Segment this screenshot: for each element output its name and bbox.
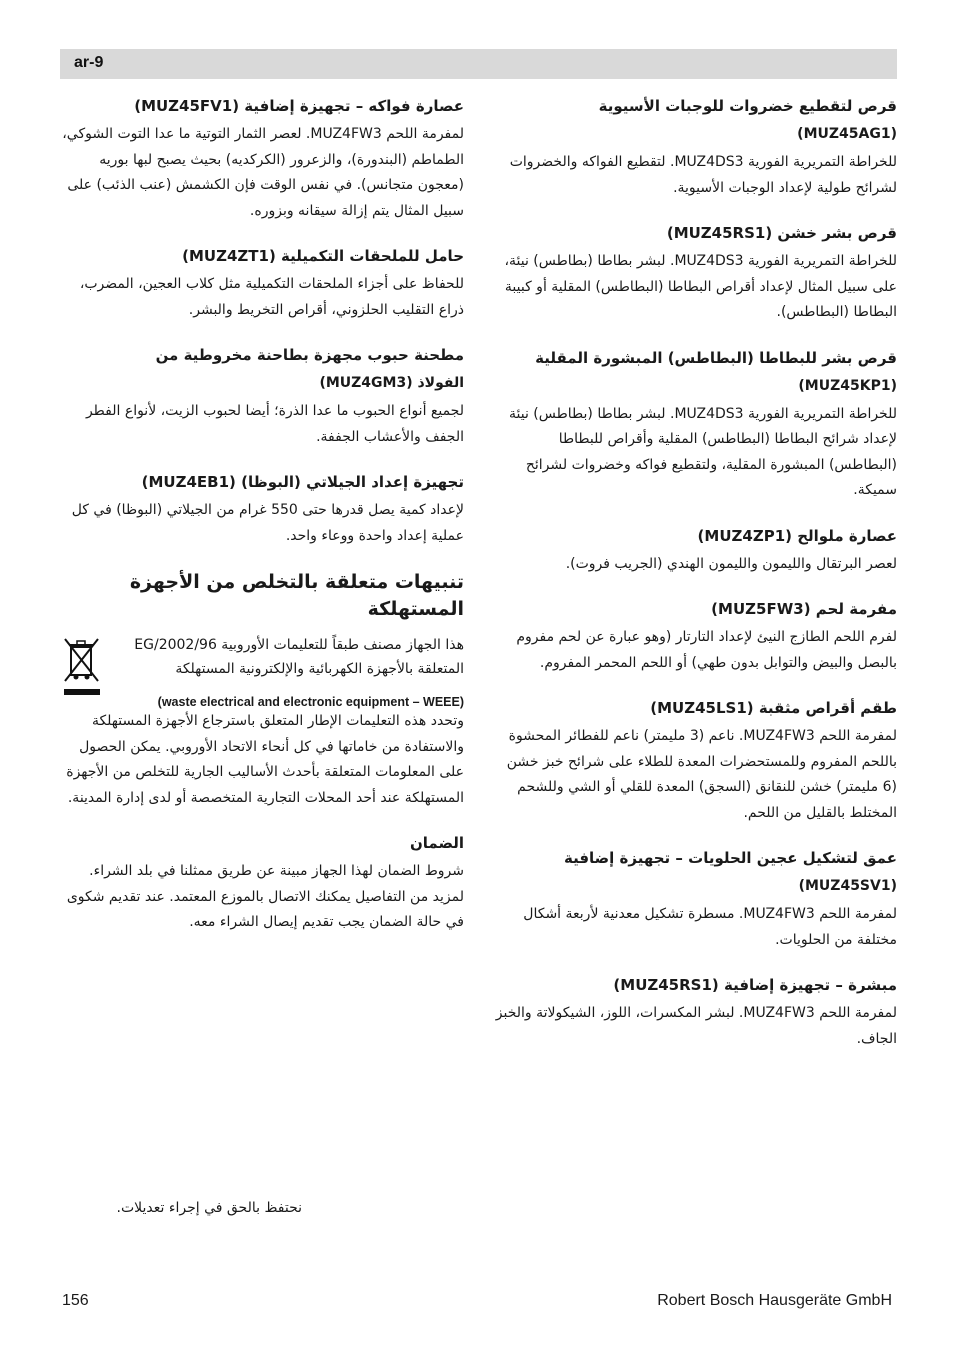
section-title: قرص بشر للبطاطا (البطاطس) المبشورة المقلية [535, 348, 897, 367]
section-title: حامل للملحقات التكميلية (MUZ4ZT1) [182, 247, 464, 265]
section-body: للخراطة التمريرية الفورية MUZ4DS3. لبشر بطاطا (بطاطس) نيئة لإعداد شرائح البطاطا (البطاطس) المقلية وأقراص للبطاطا (البطاطس) المبشورة المقلية، ولتقطيع فواكه وخضروات لشرائح سميكة. [509, 405, 897, 498]
warranty-section [62, 831, 464, 936]
accessory-section [492, 696, 897, 826]
right-column [492, 94, 897, 1072]
page-header-bar [60, 49, 897, 79]
footer-note: نحتفظ بالحق في إجراء تعديلات. [116, 1200, 302, 1216]
accessory-section [492, 524, 897, 578]
section-body: لجميع أنواع الحبوب ما عدا الذرة؛ أيضا لحبوب الزيت، لأنواع الفطر الجفف والأعشاب الجففة. [85, 403, 464, 445]
section-title: عمق لتشكيل عجين الحلويات – تجهيزة إضافية [563, 849, 897, 867]
weee-block [62, 633, 464, 691]
section-body: للخراطة التمريرية الفورية MUZ4DS3. لتقطيع الفواكه والخضروات لشرائح طولية لإعداد الوجبات الأسيوية. [509, 154, 897, 196]
accessory-section [62, 470, 464, 549]
section-title: مفرمة لحم (MUZ5FW3) [711, 600, 897, 618]
disposal-section [62, 569, 464, 811]
accessory-section [62, 244, 464, 323]
disposal-body: وتحدد هذه التعليمات الإطار المتعلق باسترجاع الأجهزة المستهلكة والاستفادة من خاماتها في كل أنحاء الاتحاد الأوروبي. يمكن الحصول على المعلومات المتعلقة بأحدث الأساليب الجارية للتخلص من الأجهزة المستهلكة عند أحد المحلات التجارية المتخصصة أو لدى إدارة المدينة. [66, 713, 464, 806]
section-title: قرص لتقطيع خضروات للوجبات الأسيوية [598, 97, 897, 115]
section-title: تجهيزة إعداد الجيلاتي (البوظا) (MUZ4EB1) [141, 473, 464, 491]
section-title: مبشرة – تجهيزة إضافية (MUZ45RS1) [613, 976, 897, 994]
model-code: (MUZ45AG1) [797, 126, 897, 142]
accessory-section [62, 94, 464, 224]
accessory-section [492, 221, 897, 326]
section-body: لمفرمة اللحم MUZ4FW3. ناعم (3 مليمتر) ناعم للفطائر المحشوة باللحم المفروم وللمستحضرات المعدة للطلاء على شرائح خبز خشن (6 مليمتر) خشن للنقانق (السجق) المعدة للقلي أو الشي وللشحم المختلط بالقليل من اللحم. [506, 728, 897, 821]
page-code: ar-9 [74, 54, 104, 71]
weee-directive-text: هذا الجهاز مصنف طبقاً للتعليمات الأوروبية 2002/96/EG المتعلقة بالأجهزة الكهربائية والإلكترونية المستهلكة [134, 637, 464, 677]
accessory-section [62, 343, 464, 450]
accessory-section [492, 597, 897, 676]
section-title: مطحنة حبوب مجهزة بطاحنة مخروطية من [155, 346, 464, 364]
disposal-title: تنبيهات متعلقة بالتخلص من الأجهزة المستهلكة [129, 571, 464, 620]
warranty-title: الضمان [409, 834, 464, 852]
section-body: لعصر البرتقال والليمون والليمون الهندي (الجريب فروت). [565, 555, 897, 572]
section-body: للخراطة التمريرية الفورية MUZ4DS3. لبشر بطاطا (بطاطس) نيئة، على سبيل المثال لإعداد أقراص البطاطا (البطاطس) المقلية أو كبيبة البطاطا (البطاطس). [504, 253, 897, 320]
section-body: لمفرمة اللحم MUZ4FW3. لعصر الثمار التوتية ما عدا التوت الشوكي، الطماطم (البندورة)، والزعرور (الكركديه) بحيث يصبح لبها بوريه (معجون متجانس). في نفس الوقت فإن الكشمش (عنب الذئب) على سبيل المثال يتم إزالة سيقانه وبزوره. [62, 126, 464, 219]
section-body: لمفرمة اللحم MUZ4FW3. لبشر المكسرات، اللوز، الشيكولاتة والخبز الجاف. [495, 1005, 897, 1047]
accessory-section [492, 973, 897, 1052]
section-title: عصارة ملوالح (MUZ4ZP1) [697, 526, 897, 545]
section-body: لفرم اللحم الطازج النيئ لإعداد التارتار (وهو عبارة عن لحم مفروم بالبصل والبيض والتوابل بدون طهي) أو اللحم المحمر المفروم. [516, 629, 897, 671]
section-title: عصارة فواكه – تجهيزة إضافية (MUZ45FV1) [134, 97, 464, 115]
warranty-body: شروط الضمان لهذا الجهاز مبينة عن طريق ممثلنا في بلد الشراء. لمزيد من التفاصيل يمكنك الاتصال بالموزع المعتمد. عند تقديم شكوى في حالة الضمان يجب تقديم إيصال الشراء معه. [66, 863, 464, 930]
weee-label: (waste electrical and electronic equipment – WEEE) [157, 695, 464, 709]
model-code: (MUZ45SV1) [798, 878, 897, 894]
section-title: قرص بشر خشن (MUZ45RS1) [666, 224, 897, 242]
section-body: للحفاظ على أجزاء الملحقات التكميلية مثل كلاب العجين، المضرب، ذراع التقليب الحلزوني، أقراص التخريط والبشر. [79, 276, 464, 318]
model-code: الفولاذ (MUZ4GM3) [319, 375, 464, 391]
crossed-bin-icon [62, 635, 102, 697]
section-body: لإعداد كمية يصل قدرها حتى 550 غرام من الجيلاتي (البوظا) في كل عملية إعداد واحدة ووعاء واحد. [71, 502, 464, 544]
accessory-section [492, 346, 897, 504]
left-column [62, 94, 464, 956]
accessory-section [492, 94, 897, 201]
company-name: Robert Bosch Hausgeräte GmbH [657, 1292, 892, 1309]
accessory-section [492, 846, 897, 953]
page-number: 156 [62, 1292, 89, 1309]
section-body: لمفرمة اللحم MUZ4FW3. مسطرة تشكيل معدنية لأربعة أشكال مختلفة من الحلويات. [523, 906, 897, 948]
section-title: طقم أقراص مثقبة (MUZ45LS1) [650, 699, 897, 717]
model-code: (MUZ45KP1) [798, 377, 897, 394]
